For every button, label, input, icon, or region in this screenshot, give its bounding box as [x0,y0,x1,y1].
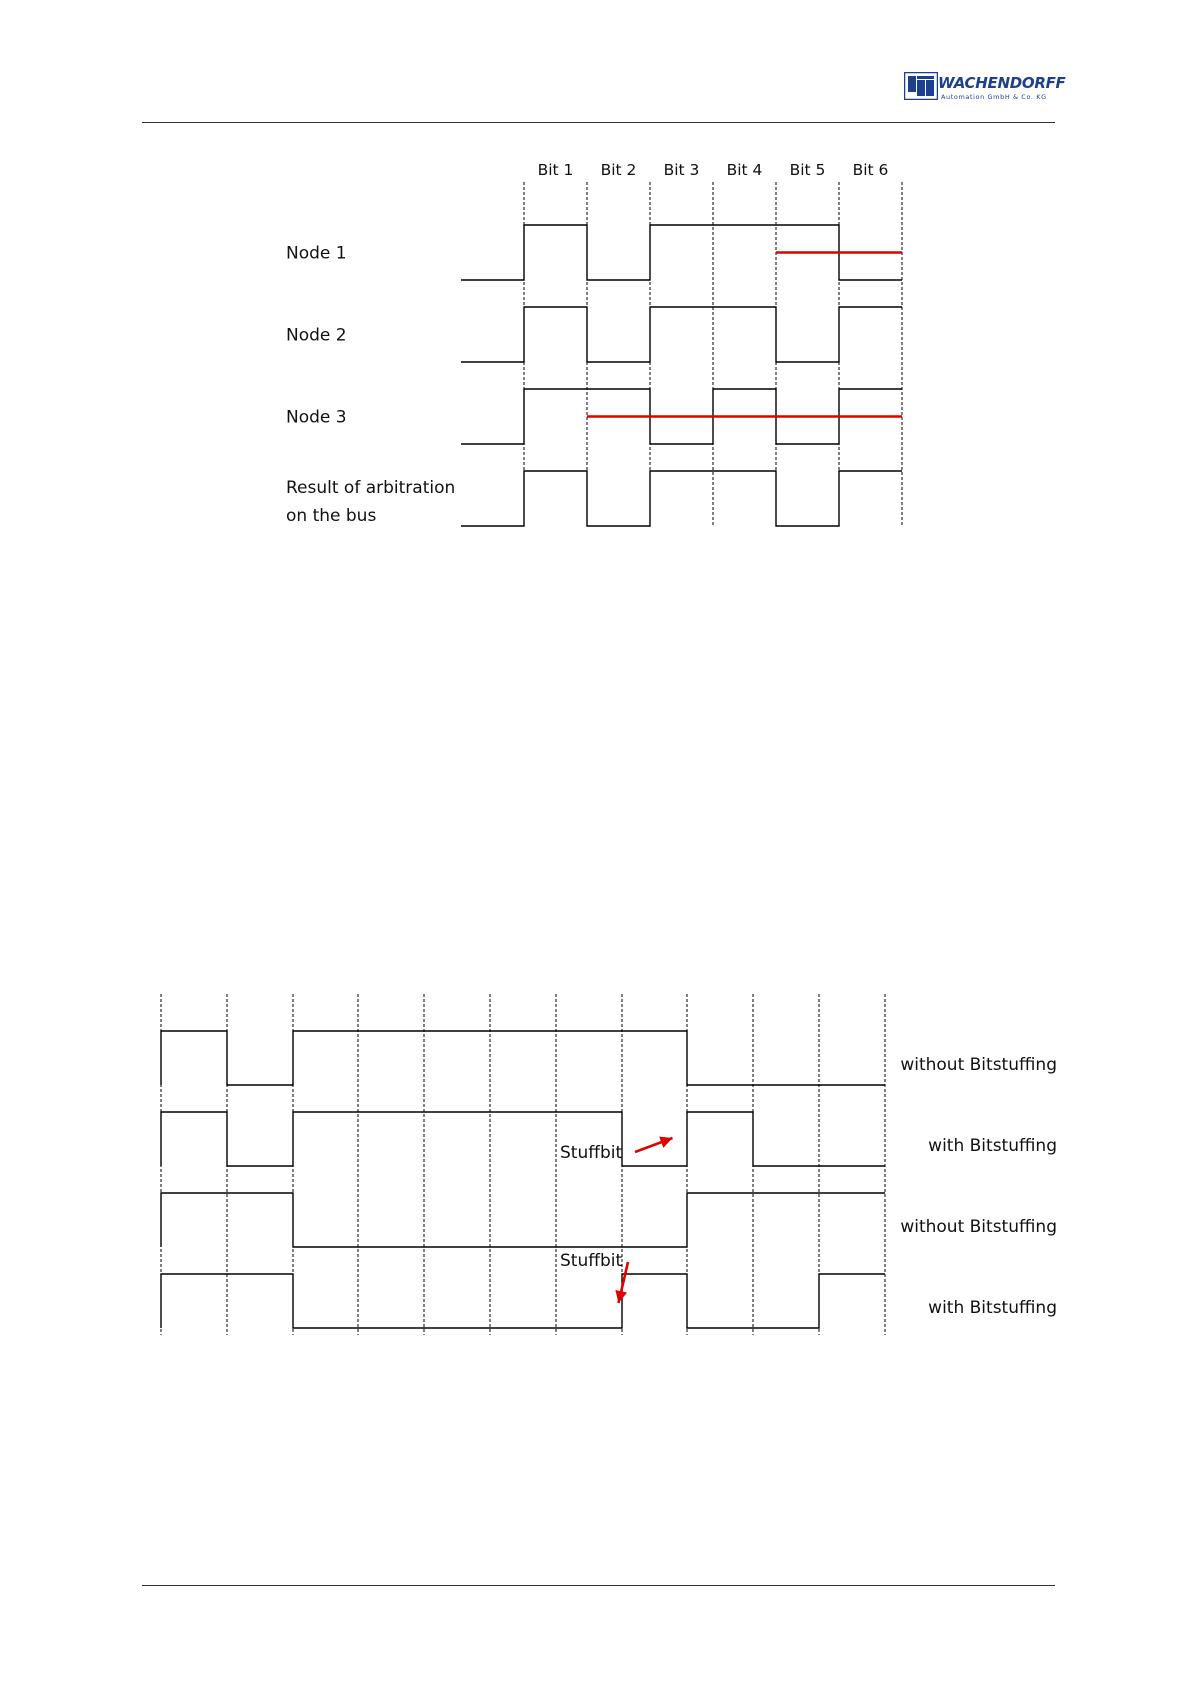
bitstuff-waveform-1 [161,1031,885,1085]
stuffbit-arrow-head-4 [615,1290,627,1303]
signal-label-4-line-2: on the bus [286,506,377,526]
bit-label-5: Bit 5 [789,161,826,179]
signal-label-3: Node 3 [286,407,347,428]
bit-label-1: Bit 1 [537,161,574,179]
signal-waveform-2 [461,307,902,362]
bitstuff-row-label-1: without Bitstuffing [900,1055,1057,1075]
bitstuff-waveform-4 [161,1274,885,1328]
bitstuff-waveform-3 [161,1193,885,1247]
arbitration-diagram [0,0,1191,560]
signal-waveform-4 [461,471,902,526]
stuffbit-label-4: Stuffbit [560,1251,623,1271]
signal-label-1: Node 1 [286,243,347,264]
bit-label-2: Bit 2 [600,161,637,179]
bitstuffing-diagram [0,960,1191,1390]
bitstuff-row-label-3: without Bitstuffing [900,1217,1057,1237]
stuffbit-label-2: Stuffbit [560,1143,623,1163]
logo-name: WACHENDORFF [938,74,1066,92]
signal-label-4-line-1: Result of arbitration [286,478,456,498]
bitstuff-row-label-4: with Bitstuffing [928,1298,1057,1318]
bit-label-6: Bit 6 [852,161,889,179]
bit-label-4: Bit 4 [726,161,763,179]
logo-subtitle: Automation GmbH & Co. KG [941,93,1047,101]
bit-label-3: Bit 3 [663,161,700,179]
footer-rule [142,1585,1055,1586]
bitstuff-row-label-2: with Bitstuffing [928,1136,1057,1156]
signal-label-2: Node 2 [286,325,347,346]
bitstuff-waveform-2 [161,1112,885,1166]
